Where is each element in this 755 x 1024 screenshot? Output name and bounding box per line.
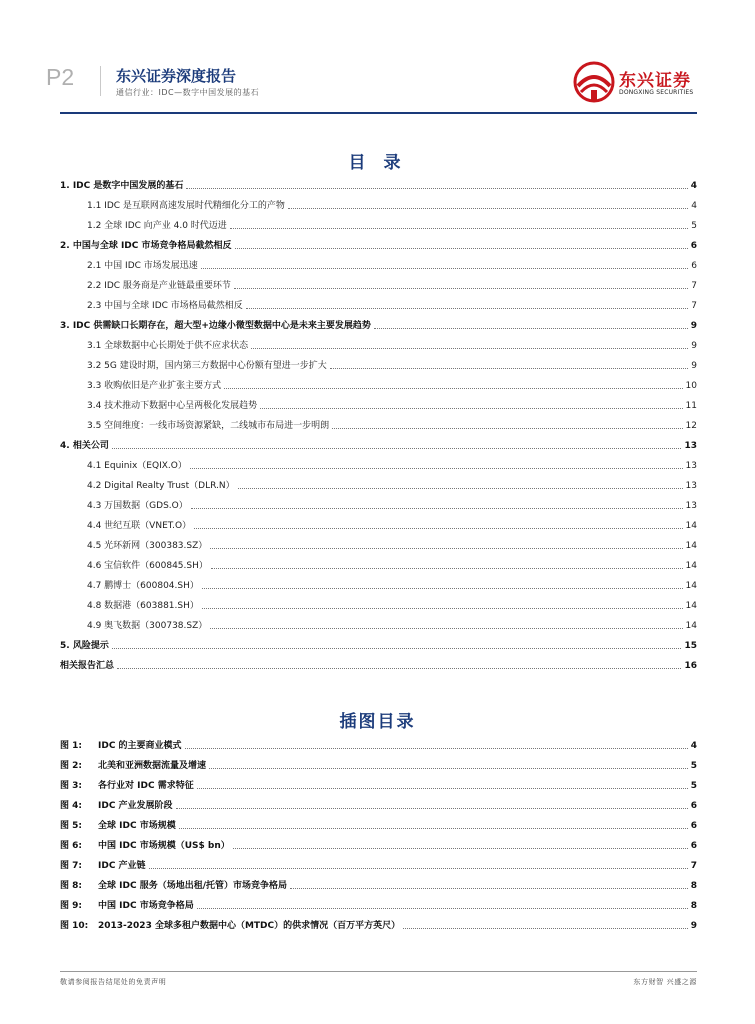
toc-entry[interactable] [60,578,697,592]
toc-entry-label: 1. IDC 是数字中国发展的基石 [60,181,184,191]
toc-entry[interactable] [60,198,697,212]
toc-entry-page: 12 [685,421,697,431]
header-rule [60,112,697,114]
report-title: 东兴证券深度报告 [116,67,237,85]
toc-entry-label: 1.2 全球 IDC 向产业 4.0 时代迈进 [87,221,227,231]
leader-dots [185,748,688,749]
toc-entry[interactable] [60,398,697,412]
leader-dots [260,408,682,409]
page-number: P2 [46,64,75,90]
figure-entry[interactable] [60,798,697,812]
figure-entry[interactable] [60,918,697,932]
leader-dots [224,388,682,389]
toc-entry[interactable] [60,338,697,352]
leader-dots [233,848,688,849]
figure-entry-page: 5 [690,781,697,791]
header-divider [100,66,101,96]
figure-number: 图 5: [60,821,82,831]
toc-entry-label: 4.3 万国数据（GDS.O） [87,501,188,511]
toc-entry-label: 3.1 全球数据中心长期处于供不应求状态 [87,341,249,351]
toc-entry[interactable] [60,658,697,672]
toc-entry-label: 3.2 5G 建设时期，国内第三方数据中心份额有望进一步扩大 [87,361,327,371]
figure-entry-page: 8 [690,881,697,891]
figures-title: 插图目录 [339,712,416,732]
leader-dots [330,368,689,369]
figure-entry-label: 各行业对 IDC 需求特征 [98,781,194,791]
leader-dots [186,188,687,189]
toc-entry-label: 4.1 Equinix（EQIX.O） [87,461,187,471]
toc-entry-label: 4.4 世纪互联（VNET.O） [87,521,192,531]
toc-entry-page: 5 [691,221,697,231]
toc-entry-page: 6 [690,241,697,251]
leader-dots [290,888,688,889]
figure-entry-page: 6 [690,801,697,811]
figure-number: 图 7: [60,861,82,871]
figure-number: 图 3: [60,781,82,791]
toc-entry-label: 4.5 光环新网（300383.SZ） [87,541,208,551]
toc-entry-label: 4.9 奥飞数据（300738.SZ） [87,621,208,631]
toc-entry[interactable] [60,378,697,392]
toc-entry-label: 1.1 IDC 是互联网高速发展时代精细化分工的产物 [87,201,285,211]
toc-entry-label: 4.6 宝信软件（600845.SH） [87,561,208,571]
figure-number: 图 8: [60,881,82,891]
footer-disclaimer: 敬请参阅报告结尾处的免责声明 [60,978,167,986]
figure-number: 图 1: [60,741,82,751]
toc-entry-page: 10 [685,381,697,391]
page-header [0,0,755,118]
toc-entry[interactable] [60,498,697,512]
figure-entry[interactable] [60,898,697,912]
footer-slogan: 东方财智 兴盛之源 [633,978,697,986]
leader-dots [197,908,688,909]
toc-entry-label: 2.2 IDC 服务商是产业链最重要环节 [87,281,231,291]
toc-entry[interactable] [60,478,697,492]
toc-entry[interactable] [60,278,697,292]
toc-entry-label: 3.4 技术推动下数据中心呈两极化发展趋势 [87,401,258,411]
leader-dots [246,308,689,309]
figure-entry-label: 北美和亚洲数据流量及增速 [98,761,207,771]
toc-entry-page: 14 [685,521,697,531]
toc-entry-page: 15 [684,641,697,651]
company-logo [572,60,702,106]
leader-dots [210,628,682,629]
figure-number: 图 4: [60,801,82,811]
toc-entry[interactable] [60,438,697,452]
figure-entry-label: 全球 IDC 服务（场地出租/托管）市场竞争格局 [98,881,287,891]
leader-dots [112,448,682,449]
figure-entry-page: 6 [690,841,697,851]
toc-entry-page: 6 [691,261,697,271]
leader-dots [197,788,688,789]
toc-entry-page: 13 [685,481,697,491]
figure-entry-label: 中国 IDC 市场竞争格局 [98,901,194,911]
toc-entry-page: 13 [685,501,697,511]
toc-entry-page: 7 [691,281,697,291]
leader-dots [210,548,682,549]
leader-dots [211,568,683,569]
figure-entry-label: 2013-2023 全球多租户数据中心（MTDC）的供求情况（百万平方英尺） [98,921,401,931]
leader-dots [230,228,688,229]
figure-entry-label: IDC 产业链 [98,861,146,871]
logo-subtext: DONGXING SECURITIES [619,89,694,96]
toc-entry[interactable] [60,178,697,192]
leader-dots [179,828,688,829]
figure-entry-page: 4 [690,741,697,751]
toc-entry-page: 4 [691,201,697,211]
leader-dots [190,468,683,469]
toc-entry-page: 14 [685,601,697,611]
leader-dots [149,868,688,869]
figure-entry[interactable] [60,838,697,852]
figure-number: 图 6: [60,841,82,851]
toc-entry-label: 4.8 数据港（603881.SH） [87,601,199,611]
leader-dots [209,768,688,769]
figure-entry-label: IDC 产业发展阶段 [98,801,173,811]
toc-entry[interactable] [60,218,697,232]
leader-dots [191,508,683,509]
leader-dots [403,928,688,929]
toc-entry-label: 2. 中国与全球 IDC 市场竞争格局截然相反 [60,241,232,251]
toc-entry-page: 14 [685,561,697,571]
toc-entry[interactable] [60,418,697,432]
toc-entry-page: 9 [691,341,697,351]
toc-entry[interactable] [60,598,697,612]
figure-number: 图 10: [60,921,89,931]
toc-entry-label: 3.5 空间维度：一线市场资源紧缺，二线城市布局进一步明朗 [87,421,330,431]
leader-dots [234,288,688,289]
leader-dots [176,808,688,809]
toc-entry[interactable] [60,538,697,552]
leader-dots [112,648,682,649]
report-subtitle: 通信行业：IDC—数字中国发展的基石 [116,88,260,97]
toc-entry-page: 9 [690,321,697,331]
leader-dots [374,328,688,329]
toc-entry[interactable] [60,558,697,572]
toc-entry-label: 3.3 收购依旧是产业扩张主要方式 [87,381,222,391]
toc-entry-page: 13 [684,441,697,451]
toc-entry-page: 13 [685,461,697,471]
toc-entry-page: 7 [691,301,697,311]
toc-entry[interactable] [60,258,697,272]
leader-dots [332,428,682,429]
leader-dots [201,268,689,269]
toc-entry-label: 4.2 Digital Realty Trust（DLR.N） [87,481,235,491]
toc-entry-page: 14 [685,541,697,551]
toc-entry[interactable] [60,618,697,632]
toc-title: 目 录 [348,153,407,173]
figure-entry-label: 中国 IDC 市场规模（US$ bn） [98,841,230,851]
leader-dots [238,488,683,489]
toc-entry-page: 14 [685,621,697,631]
figure-entry-page: 8 [690,901,697,911]
toc-entry[interactable] [60,518,697,532]
figure-entry-page: 5 [690,761,697,771]
toc-entry-page: 14 [685,581,697,591]
toc-entry[interactable] [60,458,697,472]
leader-dots [202,588,683,589]
toc-entry[interactable] [60,358,697,372]
leader-dots [251,348,688,349]
figure-entry[interactable] [60,738,697,752]
figure-entry[interactable] [60,758,697,772]
figure-entry[interactable] [60,878,697,892]
toc-entry-label: 4.7 鹏博士（600804.SH） [87,581,199,591]
toc-entry[interactable] [60,638,697,652]
toc-entry[interactable] [60,318,697,332]
figure-number: 图 2: [60,761,82,771]
figure-entry-label: 全球 IDC 市场规模 [98,821,176,831]
figure-entry[interactable] [60,858,697,872]
toc-entry-label: 2.1 中国 IDC 市场发展迅速 [87,261,198,271]
toc-entry-label: 5. 风险提示 [60,641,109,651]
toc-entry-label: 2.3 中国与全球 IDC 市场格局截然相反 [87,301,243,311]
leader-dots [194,528,682,529]
toc-entry-page: 16 [684,661,697,671]
figure-entry-page: 7 [690,861,697,871]
logo-text: 东兴证券 [619,71,691,91]
figure-entry-label: IDC 的主要商业模式 [98,741,182,751]
figure-entry[interactable] [60,818,697,832]
figure-number: 图 9: [60,901,82,911]
toc-entry-page: 9 [691,361,697,371]
toc-entry-page: 11 [685,401,697,411]
toc-entry-page: 4 [690,181,697,191]
toc-entry-label: 4. 相关公司 [60,441,109,451]
figure-entry[interactable] [60,778,697,792]
toc-entry-label: 3. IDC 供需缺口长期存在，超大型+边缘小微型数据中心是未来主要发展趋势 [60,321,371,331]
toc-entry[interactable] [60,238,697,252]
toc-entry-label: 相关报告汇总 [60,661,115,671]
figure-entry-page: 6 [690,821,697,831]
leader-dots [235,248,688,249]
figure-entry-page: 9 [690,921,697,931]
logo-emblem-icon [572,60,616,104]
leader-dots [202,608,683,609]
leader-dots [288,208,688,209]
leader-dots [117,668,681,669]
toc-entry[interactable] [60,298,697,312]
footer-rule [60,971,697,972]
